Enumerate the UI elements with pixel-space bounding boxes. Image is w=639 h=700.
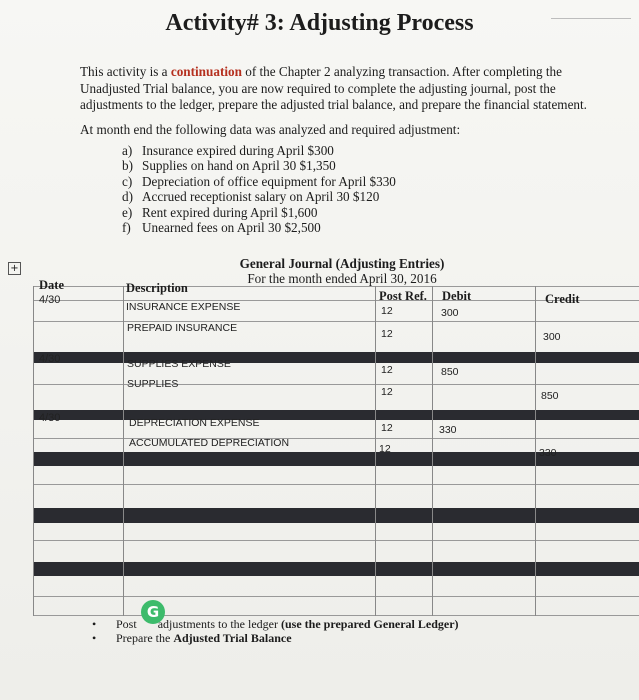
adjustment-item <box>122 143 396 158</box>
header-description: Description <box>126 281 188 295</box>
entry-date: 4/30 <box>39 412 61 424</box>
credit-account: PREPAID INSURANCE <box>127 322 238 334</box>
table-move-handle-icon[interactable]: + <box>8 262 21 275</box>
adjustment-letter: b) <box>122 158 133 174</box>
journal-title: General Journal (Adjusting Entries) <box>239 256 445 271</box>
header-post-ref: Post Ref. <box>379 289 427 303</box>
grammarly-icon[interactable]: G <box>141 600 165 624</box>
header-date: Date <box>39 278 64 292</box>
header-debit: Debit <box>442 289 472 303</box>
intro-text-before: This activity is a <box>80 64 171 79</box>
intro-paragraph <box>80 64 610 114</box>
adjustment-letter: e) <box>122 204 133 220</box>
entry-date: 4/30 <box>39 294 61 306</box>
bullet-text: adjustments to the ledger <box>154 617 281 631</box>
post-ref: 12 <box>381 364 393 376</box>
instruction-bullets <box>92 617 459 645</box>
debit-account: DEPRECIATION EXPENSE <box>129 417 260 429</box>
table-rule <box>535 286 536 616</box>
post-ref: 12 <box>381 305 393 317</box>
post-ref: 12 <box>381 422 393 434</box>
adjustment-list <box>122 143 396 235</box>
adjustment-item <box>122 220 396 235</box>
post-ref: 12 <box>381 386 393 398</box>
adjustment-text: Rent expired during April $1,600 <box>142 204 318 220</box>
adjustment-text: Insurance expired during April $300 <box>142 143 334 158</box>
debit-amount: 300 <box>441 307 459 319</box>
debit-account: SUPPLIES EXPENSE <box>127 358 231 370</box>
credit-amount: 300 <box>543 331 561 343</box>
debit-account: INSURANCE EXPENSE <box>126 301 241 313</box>
bullet-text: Post <box>116 617 137 631</box>
bullet-text: Prepare the <box>116 631 174 645</box>
credit-account: ACCUMULATED DEPRECIATION <box>129 437 290 449</box>
adjustment-item <box>122 174 396 189</box>
table-rule <box>123 286 124 616</box>
credit-amount: 850 <box>541 390 559 402</box>
header-credit: Credit <box>545 292 580 306</box>
adjustment-letter: c) <box>122 173 133 189</box>
page-title: Activity# 3: Adjusting Process <box>165 10 474 36</box>
adjustment-text: Unearned fees on April 30 $2,500 <box>142 220 321 236</box>
credit-amount: 330 <box>539 447 557 459</box>
entry-date: 4/30 <box>39 353 61 365</box>
journal-subtitle: For the month ended April 30, 2016 <box>247 271 437 286</box>
adjustment-item <box>122 189 396 204</box>
adjustment-text: Supplies on hand on April 30 $1,350 <box>142 158 336 174</box>
intro-text-after: of the Chapter 2 analyzing transaction. After completing the Unadjusted Trial balance, you are now required to complete the adjusting journal, post the adjustments to the ledger, prepare the adjusted trial balance, and prepare the financial statement. <box>80 64 587 112</box>
adjustment-item <box>122 205 396 220</box>
intro-highlight: continuation <box>170 64 242 79</box>
table-rule <box>375 286 376 616</box>
adjustment-letter: a) <box>122 143 133 158</box>
post-ref: 12 <box>379 443 391 455</box>
month-end-text: At month end the following data was analyzed and required adjustment: <box>80 122 461 137</box>
credit-account: SUPPLIES <box>127 378 179 390</box>
bullet-prepare-trial-balance <box>92 631 459 645</box>
bullet-bold-text: Adjusted Trial Balance <box>173 631 292 645</box>
table-rule <box>432 286 433 616</box>
adjustment-text: Depreciation of office equipment for April $330 <box>142 173 396 189</box>
debit-amount: 330 <box>439 424 457 436</box>
post-ref: 12 <box>381 328 393 340</box>
adjustment-item <box>122 158 396 173</box>
bullet-post-adjustments <box>92 617 459 631</box>
adjustment-letter: d) <box>122 189 133 205</box>
table-rule <box>33 286 34 616</box>
bullet-bold-text: (use the prepared General Ledger) <box>281 617 459 631</box>
debit-amount: 850 <box>441 366 459 378</box>
adjustment-letter: f) <box>122 220 131 236</box>
adjustment-text: Accrued receptionist salary on April 30 $120 <box>142 189 380 205</box>
